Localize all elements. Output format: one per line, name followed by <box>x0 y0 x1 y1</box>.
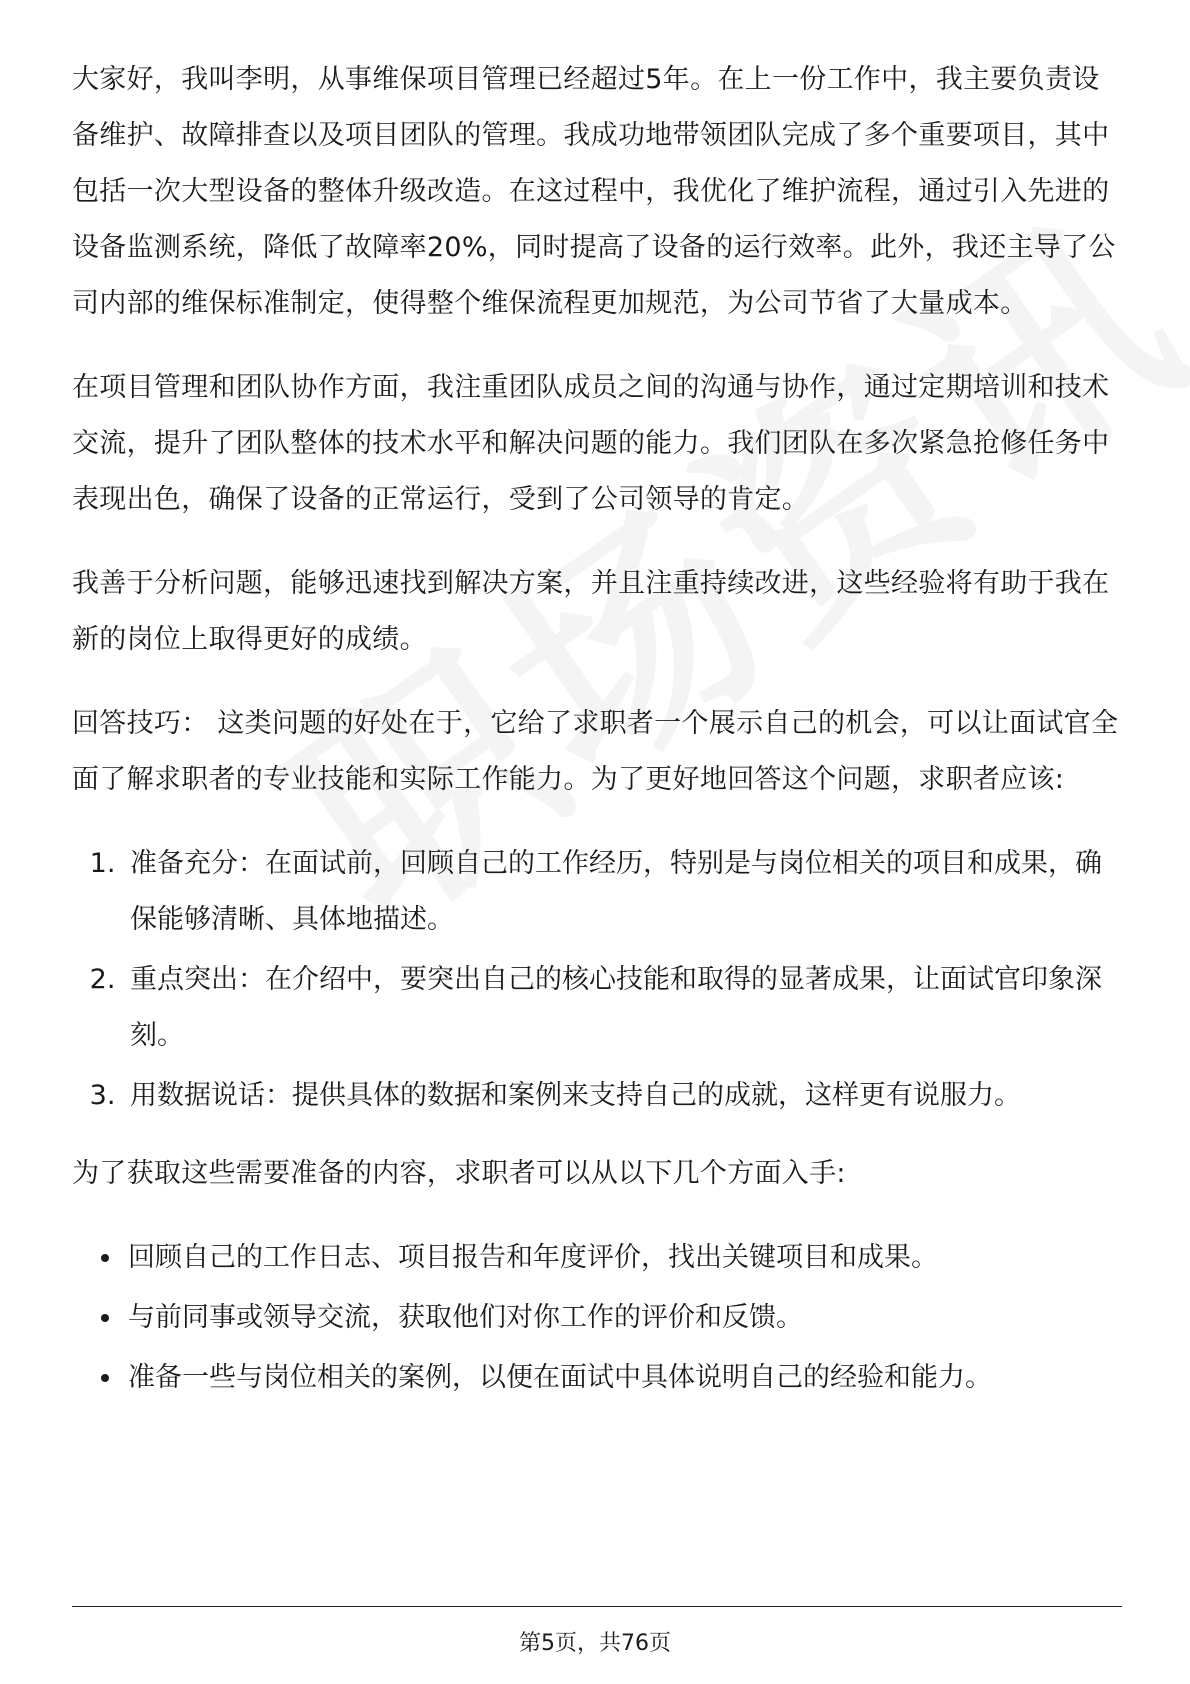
bullet-list <box>72 1230 1122 1406</box>
paragraph-answer-tips: 回答技巧： 这类问题的好处在于，它给了求职者一个展示自己的机会，可以让面试官全面了解求职者的专业技能和实际工作能力。为了更好地回答这个问题，求职者应该: <box>72 708 1119 795</box>
paragraph-problem-solving: 我善于分析问题，能够迅速找到解决方案，并且注重持续改进，这些经验将有助于我在新的岗位上取得更好的成绩。 <box>72 568 1110 655</box>
page-number: 第5页，共76页 <box>519 1631 671 1656</box>
paragraph-bullets-intro: 为了获取这些需要准备的内容，求职者可以从以下几个方面入手: <box>72 1158 846 1189</box>
list-item: 3. 用数据说话：提供具体的数据和案例来支持自己的成就，这样更有说服力。 <box>124 1068 1122 1124</box>
list-item: 2. 重点突出：在介绍中，要突出自己的核心技能和取得的显著成果，让面试官印象深刻。 <box>124 952 1122 1064</box>
list-item: • 与前同事或领导交流，获取他们对你工作的评价和反馈。 <box>124 1290 1122 1346</box>
footer-divider <box>72 1606 1122 1607</box>
list-item: • 准备一些与岗位相关的案例，以便在面试中具体说明自己的经验和能力。 <box>124 1350 1122 1406</box>
document-page <box>72 52 1122 1410</box>
numbered-list <box>72 836 1122 1124</box>
paragraph-teamwork: 在项目管理和团队协作方面，我注重团队成员之间的沟通与协作，通过定期培训和技术交流，提升了团队整体的技术水平和解决问题的能力。我们团队在多次紧急抢修任务中表现出色，确保了设备的正常运行，受到了公司领导的肯定。 <box>72 372 1110 515</box>
list-item: • 回顾自己的工作日志、项目报告和年度评价，找出关键项目和成果。 <box>124 1230 1122 1286</box>
paragraph-intro: 大家好，我叫李明，从事维保项目管理已经超过5年。在上一份工作中，我主要负责设备维护、故障排查以及项目团队的管理。我成功地带领团队完成了多个重要项目，其中包括一次大型设备的整体升级改造。在这过程中，我优化了维护流程，通过引入先进的设备监测系统，降低了故障率20%，同时提高了设备的运行效率。此外，我还主导了公司内部的维保标准制定，使得整个维保流程更加规范，为公司节省了大量成本。 <box>72 64 1116 319</box>
list-item: 1. 准备充分：在面试前，回顾自己的工作经历，特别是与岗位相关的项目和成果，确保能够清晰、具体地描述。 <box>124 836 1122 948</box>
